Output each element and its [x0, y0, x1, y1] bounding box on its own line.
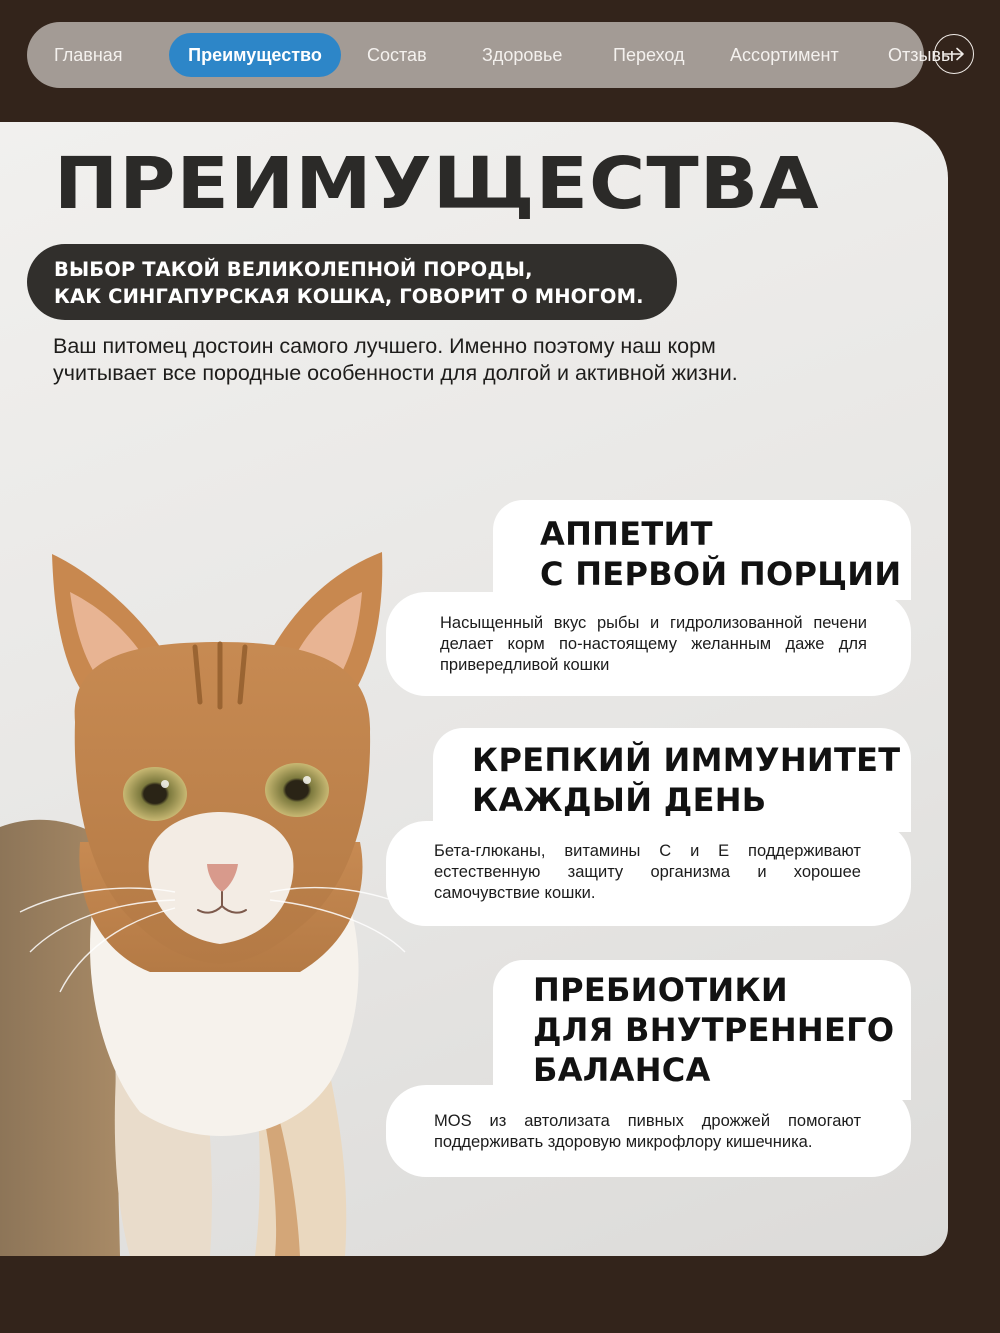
- feature-1-text: Насыщенный вкус рыбы и гидролизованной печени делает корм по-настоящему желанным даже для привередливой кошки: [440, 614, 867, 674]
- feature-3-title-line-1: ПРЕБИОТИКИ: [533, 971, 789, 1009]
- intro-text: [53, 333, 853, 387]
- page-title: ПРЕИМУЩЕСТВА: [54, 142, 820, 225]
- feature-3-title-line-3: БАЛАНСА: [533, 1051, 711, 1089]
- feature-2-text: Бета-глюканы, витамины С и Е поддерживают естественную защиту организма и хорошее самочувствие кошки.: [434, 842, 861, 902]
- breed-highlight-banner: [27, 244, 677, 320]
- intro-line-2: учитывает все породные особенности для долгой и активной жизни.: [53, 361, 738, 385]
- feature-1-title-line-1: АППЕТИТ: [540, 515, 713, 553]
- nav-item-health[interactable]: Здоровье: [482, 45, 563, 65]
- intro-line-1: Ваш питомец достоин самого лучшего. Именно поэтому наш корм: [53, 334, 716, 358]
- nav-item-advantages[interactable]: Преимущество: [169, 33, 341, 77]
- nav-next-button[interactable]: [934, 34, 974, 74]
- feature-1-title: [540, 514, 901, 594]
- nav-item-composition[interactable]: Состав: [367, 45, 427, 65]
- feature-3-title: [533, 970, 894, 1090]
- feature-2-title-line-1: КРЕПКИЙ ИММУНИТЕТ: [472, 741, 901, 779]
- feature-3-title-line-2: ДЛЯ ВНУТРЕННЕГО: [533, 1011, 895, 1049]
- top-navigation: [27, 22, 954, 88]
- nav-item-home[interactable]: Главная: [54, 45, 123, 65]
- nav-item-reviews[interactable]: Отзывы: [888, 45, 954, 65]
- feature-2-title-line-2: КАЖДЫЙ ДЕНЬ: [472, 781, 767, 819]
- nav-item-transition[interactable]: Переход: [613, 45, 685, 65]
- feature-3-text: MOS из автолизата пивных дрожжей помогают поддерживать здоровую микрофлору кишечника.: [434, 1112, 861, 1151]
- advantages-section: [0, 122, 948, 1256]
- banner-line-1: ВЫБОР ТАКОЙ ВЕЛИКОЛЕПНОЙ ПОРОДЫ,: [54, 258, 533, 281]
- nav-item-assortment[interactable]: Ассортимент: [730, 45, 839, 65]
- cat-photo: [0, 422, 440, 1256]
- arrow-right-icon: [943, 47, 965, 61]
- feature-1-title-line-2: С ПЕРВОЙ ПОРЦИИ: [540, 555, 902, 593]
- feature-2-title: [472, 740, 900, 820]
- banner-line-2: КАК СИНГАПУРСКАЯ КОШКА, ГОВОРИТ О МНОГОМ.: [54, 285, 644, 308]
